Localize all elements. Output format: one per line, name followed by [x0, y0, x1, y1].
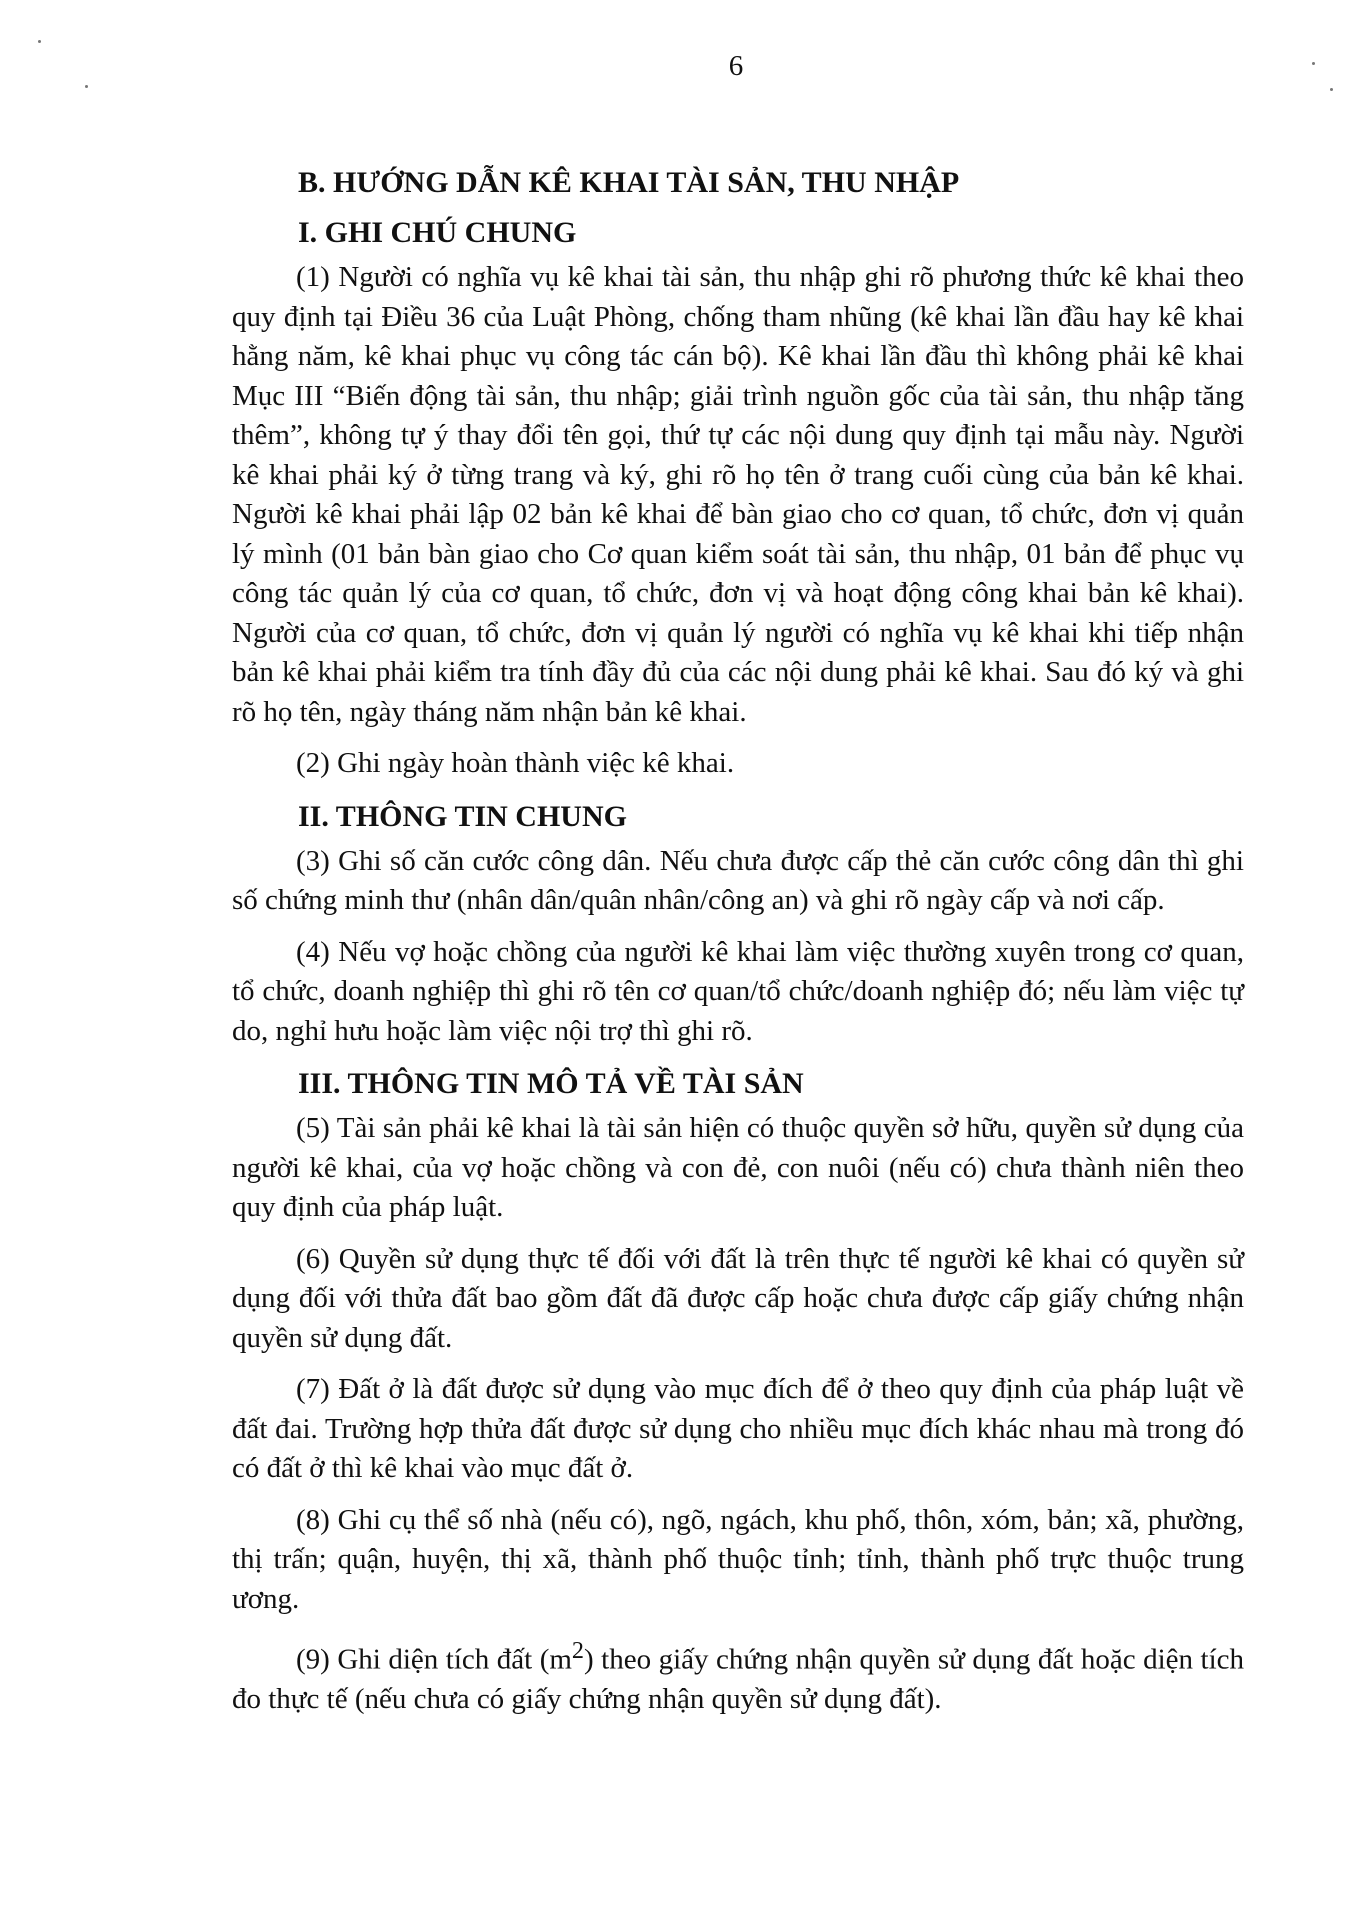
section-i-title: I. GHI CHÚ CHUNG	[298, 216, 577, 249]
note-6-paragraph: (6) Quyền sử dụng thực tế đối với đất là trên thực tế người kê khai có quyền sử dụng đối với thửa đất bao gồm đất đã được cấp hoặc chưa được cấp giấy chứng nhận quyền sử dụng đất.	[232, 1242, 1244, 1354]
scan-speck	[1330, 88, 1333, 91]
note-9-text-end: ) theo giấy chứng nhận quyền sử dụng đất hoặc diện tích đo thực tế (nếu chưa có giấy chứng nhận quyền sử dụng đất).	[232, 1643, 1244, 1716]
note-3-paragraph: (3) Ghi số căn cước công dân. Nếu chưa được cấp thẻ căn cước công dân thì ghi số chứng minh thư (nhân dân/quân nhân/công an) và ghi rõ ngày cấp và nơi cấp.	[232, 844, 1244, 916]
section-iii-title: III. THÔNG TIN MÔ TẢ VỀ TÀI SẢN	[298, 1067, 804, 1100]
page-number: 6	[728, 50, 744, 82]
note-8-paragraph: (8) Ghi cụ thể số nhà (nếu có), ngõ, ngách, khu phố, thôn, xóm, bản; xã, phường, thị trấn; quận, huyện, thị xã, thành phố thuộc tỉnh; tỉnh, thành phố trực thuộc trung ương.	[232, 1503, 1244, 1615]
note-9-text-start: (9) Ghi diện tích đất (m	[296, 1643, 572, 1676]
section-b-title: B. HƯỚNG DẪN KÊ KHAI TÀI SẢN, THU NHẬP	[298, 166, 960, 199]
note-5-paragraph: (5) Tài sản phải kê khai là tài sản hiện có thuộc quyền sở hữu, quyền sử dụng của người kê khai, của vợ hoặc chồng và con đẻ, con nuôi (nếu có) chưa thành niên theo quy định của pháp luật.	[232, 1112, 1244, 1223]
scan-speck	[85, 85, 88, 88]
note-4-paragraph: (4) Nếu vợ hoặc chồng của người kê khai làm việc thường xuyên trong cơ quan, tổ chức, doanh nghiệp thì ghi rõ tên cơ quan/tổ chức/doanh nghiệp đó; nếu làm việc tự do, nghỉ hưu hoặc làm việc nội trợ thì ghi rõ.	[232, 935, 1244, 1047]
note-2-paragraph: (2) Ghi ngày hoàn thành việc kê khai.	[296, 747, 735, 779]
note-9-paragraph	[232, 1631, 1244, 1720]
scan-speck	[38, 40, 41, 43]
section-ii-title: II. THÔNG TIN CHUNG	[298, 799, 627, 833]
scan-speck	[1312, 62, 1315, 65]
document-body	[232, 158, 1244, 1732]
note-7-paragraph: (7) Đất ở là đất được sử dụng vào mục đích để ở theo quy định của pháp luật về đất đai. Trường hợp thửa đất được sử dụng cho nhiều mục đích khác nhau mà trong đó có đất ở thì kê khai vào mục đất ở.	[232, 1373, 1244, 1484]
note-1-paragraph: (1) Người có nghĩa vụ kê khai tài sản, thu nhập ghi rõ phương thức kê khai theo quy định tại Điều 36 của Luật Phòng, chống tham nhũng (kê khai lần đầu hay kê khai hằng năm, kê khai phục vụ công tác cán bộ). Kê khai lần đầu thì không phải kê khai Mục III “Biến động tài sản, thu nhập; giải trình nguồn gốc của tài sản, thu nhập tăng thêm”, không tự ý thay đổi tên gọi, thứ tự các nội dung quy định tại mẫu này. Người kê khai phải ký ở từng trang và ký, ghi rõ họ tên ở trang cuối cùng của bản kê khai. Người kê khai phải lập 02 bản kê khai để bàn giao cho cơ quan, tổ chức, đơn vị quản lý mình (01 bản bàn giao cho Cơ quan kiểm soát tài sản, thu nhập, 01 bản để phục vụ công tác quản lý của cơ quan, tổ chức, đơn vị và hoạt động công khai bản kê khai). Người của cơ quan, tổ chức, đơn vị quản lý người có nghĩa vụ kê khai khi tiếp nhận bản kê khai phải kiểm tra tính đầy đủ của các nội dung phải kê khai. Sau đó ký và ghi rõ họ tên, ngày tháng năm nhận bản kê khai.	[232, 261, 1244, 728]
note-9-superscript: 2	[571, 1637, 584, 1664]
